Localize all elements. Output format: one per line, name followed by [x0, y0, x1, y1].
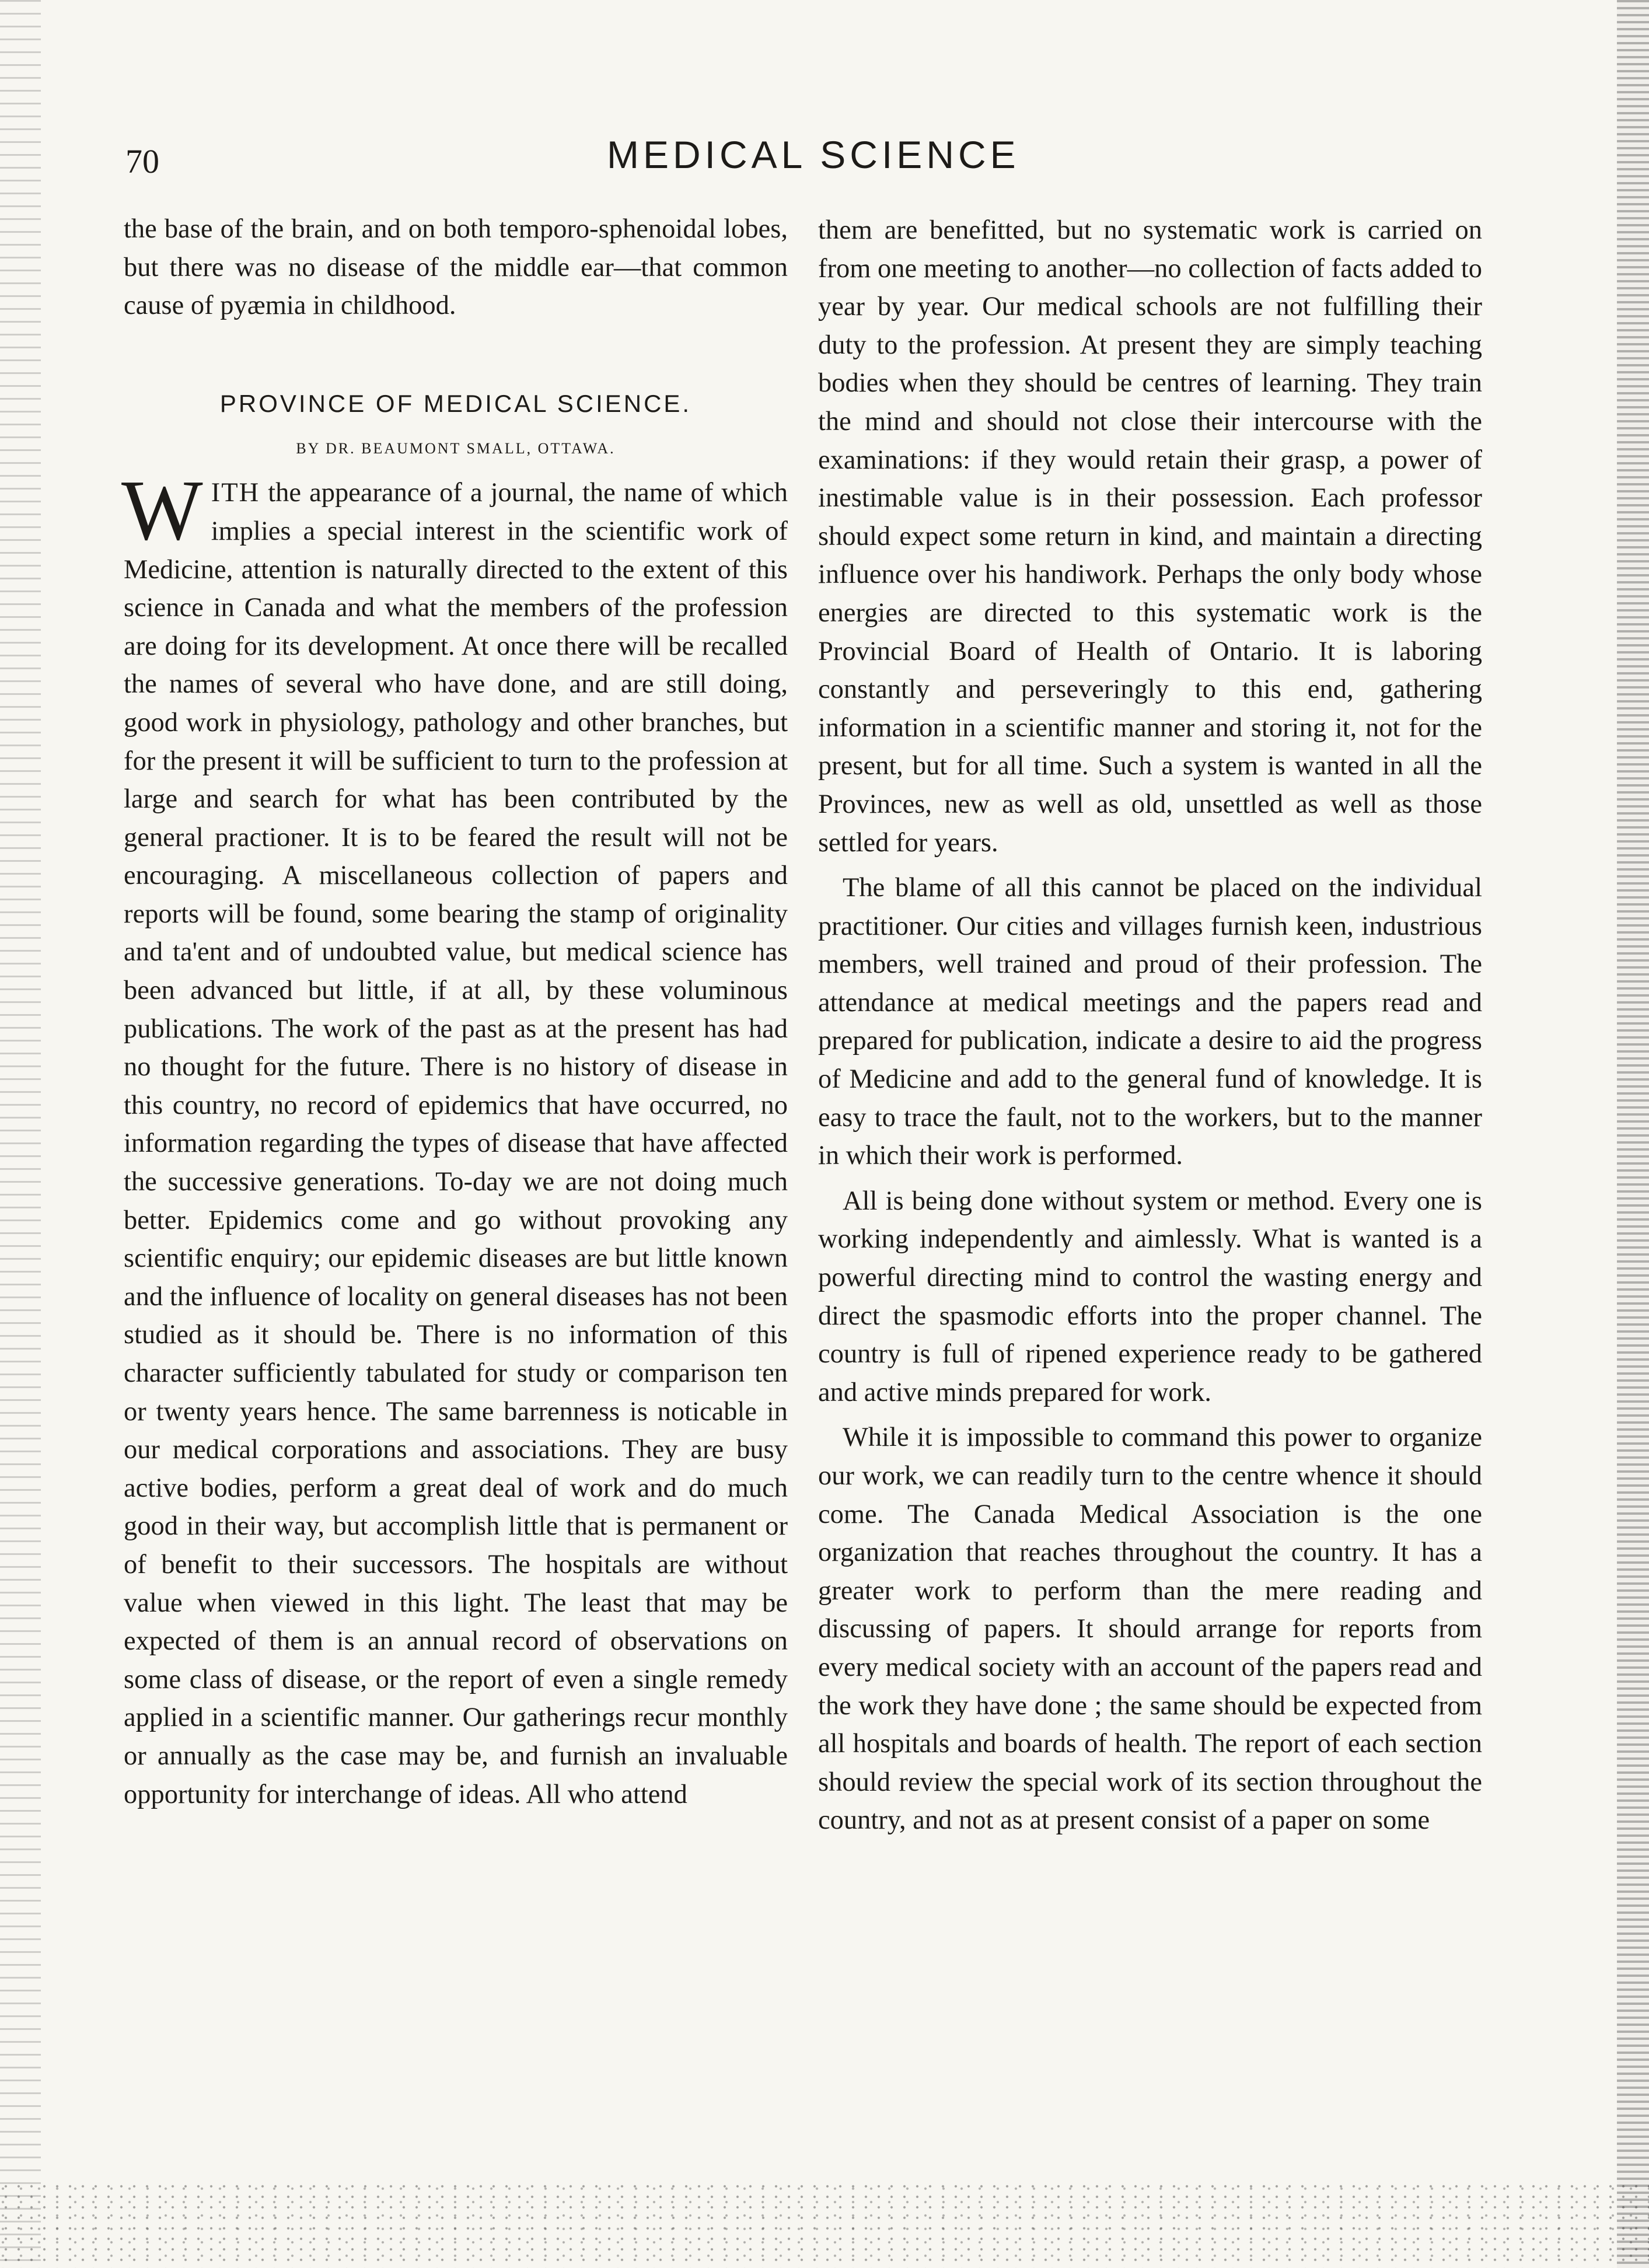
running-head: MEDICAL SCIENCE: [607, 133, 1020, 176]
carryover-paragraph: the base of the brain, and on both temporo-sphenoidal lobes, but there was no disease of the middle ear—that common cause of pyæmia in childhood.: [124, 214, 788, 321]
continued-paragraph: them are benefitted, but no systematic work is carried on from one meeting to another—no collection of facts added to year by year. Our medical schools are not fulfilling their duty to the profession. At present they are simply teaching bodies when they should be centres of learning. They train the mind and should not close their intercourse with the examinations: if they would retain their grasp, a power of inestimable value is in their possession. Each professor should expect some return in kind, and maintain a directing influence over his handiwork. Perhaps the only body whose energies are directed to this systematic work is the Provincial Board of Health of Ontario. It is laboring constantly and perseveringly to this end, gathering information in a scientific manner and storing it, not for the present, but for all time. Such a system is wanted in all the Provinces, new as well as old, unsettled as well as those settled for years.: [818, 215, 1482, 858]
first-word-rest: ITH: [211, 478, 260, 508]
right-column: [818, 211, 1482, 1840]
paragraph: The blame of all this cannot be placed on the individual practitioner. Our cities and villages furnish keen, industrious members, well trained and proud of their profession. The attendance at medical meetings and the papers read and prepared for publication, indicate a desire to aid the progress of Medicine and add to the general fund of knowledge. It is easy to trace the fault, not to the workers, but to the manner in which their work is performed.: [818, 873, 1482, 1171]
paragraph: All is being done without system or method. Every one is working independently and aimlessly. What is wanted is a powerful directing mind to control the wasting energy and direct the spasmodic efforts into the proper channel. The country is full of ripened experience ready to be gathered and active minds prepared for work.: [818, 1186, 1482, 1407]
opening-paragraph: [121, 463, 788, 1813]
paragraph: While it is impossible to command this power to organize our work, we can readily turn to the centre whence it should come. The Canada Medical Association is the one organization that reaches throughout the country. It has a greater work to perform than the mere reading and discussing of papers. It should arrange for reports from every medical society with an account of the papers read and the work they have done ; the same should be expected from all hospitals and boards of health. The report of each section should review the special work of its section throughout the country, and not as at present consist of a paper on some: [818, 1423, 1482, 1836]
paragraph-text: the appearance of a journal, the name of which implies a special interest in the scientific work of Medicine, attention is naturally directed to the extent of this science in Canada and what the members of the profession are doing for its development. At once there will be recalled the names of several who have done, and are still doing, good work in physiology, pathology and other branches, but for the present it will be sufficient to turn to the profession at large and search for what has been contributed by the general practioner. It is to be feared the result will not be encouraging. A miscellaneous collection of papers and reports will be found, some bearing the stamp of originality and ta'ent and of undoubted value, but medical science has been advanced but little, if at all, by these voluminous publications. The work of the past as at the present has had no thought for the future. There is no history of disease in this country, no record of epidemics that have occurred, no information regarding the types of disease that have affected the successive generations. To-day we are not doing much better. Epidemics come and go without provoking any scientific enquiry; our epidemic diseases are but little known and the influence of locality on general diseases has not been studied as it should be. There is no information of this character sufficiently tabulated for study or comparison ten or twenty years hence. The same barrenness is noticable in our medical corporations and associations. They are busy active bodies, perform a great deal of work and do much good in their way, but accomplish little that is permanent or of benefit to their successors. The hospitals are without value when viewed in this light. The least that may be expected of them is an annual record of observations on some class of disease, or the report of even a single remedy applied in a scientific manner. Our gatherings recur monthly or annually as the case may be, and furnish an invaluable opportunity for interchange of ideas. All who attend: [124, 478, 788, 1809]
article-title: PROVINCE OF MEDICAL SCIENCE.: [219, 389, 692, 417]
scan-edge-right: [1617, 0, 1649, 2268]
left-column: [121, 210, 788, 1813]
page-number: 70: [125, 142, 159, 180]
drop-cap: W: [121, 463, 203, 559]
scan-edge-bottom: [0, 2180, 1649, 2268]
scan-edge-left: [0, 0, 41, 2268]
byline: BY DR. BEAUMONT SMALL, OTTAWA.: [296, 440, 616, 457]
